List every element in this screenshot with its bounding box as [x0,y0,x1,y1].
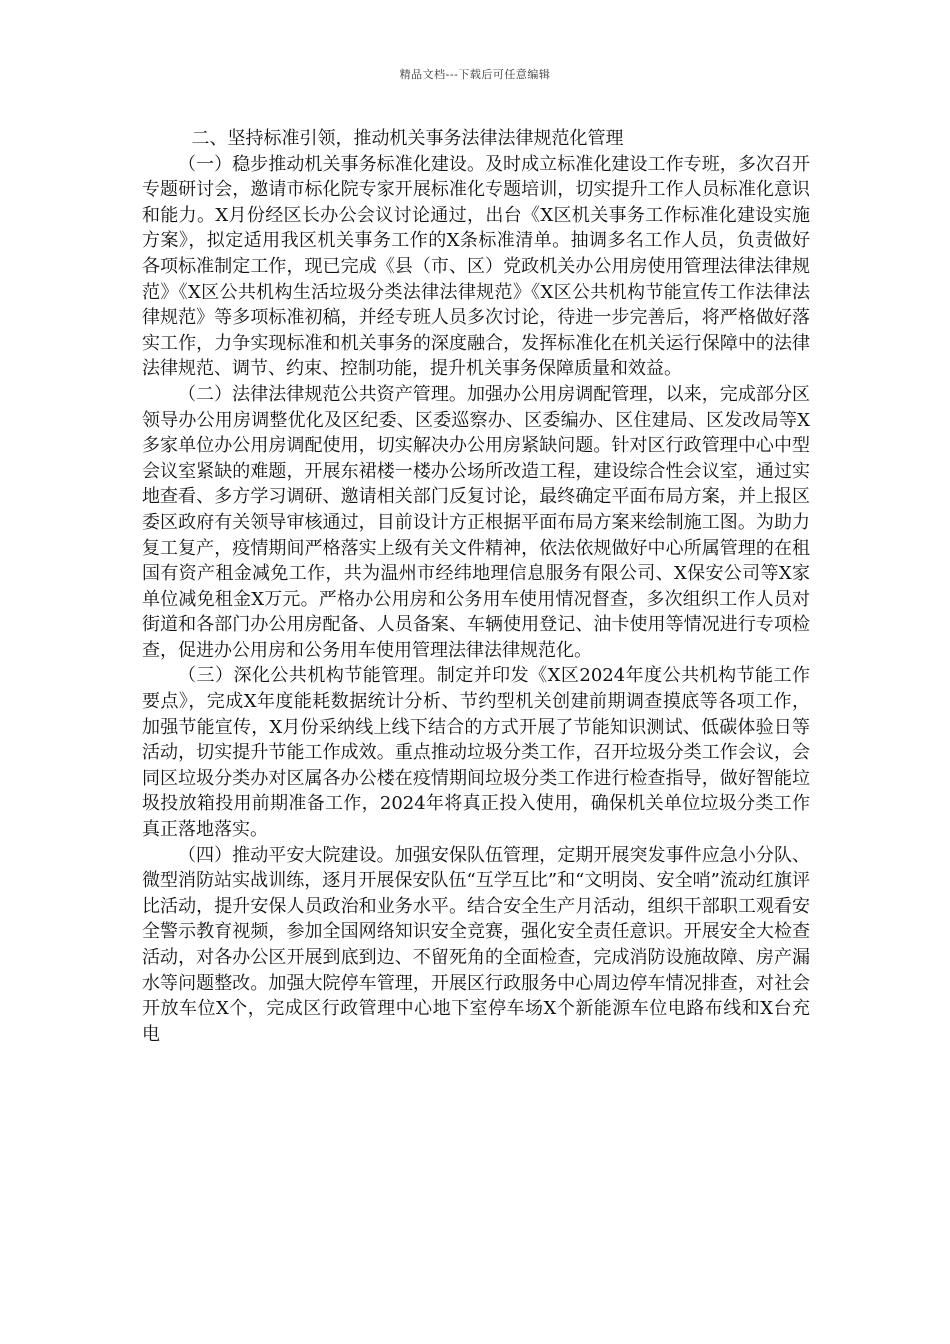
paragraph-energy-saving: （三）深化公共机构节能管理。制定并印发《X区2024年度公共机构节能工作要点》，完成X年度能耗数据统计分析、节约型机关创建前期调查摸底等各项工作，加强节能宣传，X月份采纳线上线下结合的方式开展了节能知识测试、低碳体验日等活动，切实提升节能工作成效。重点推动垃圾分类工作，召开垃圾分类工作会议，会同区垃圾分类办对区属各办公楼在疫情期间垃圾分类工作进行检查指导，做好智能垃圾投放箱投用前期准备工作，2024年将真正投入使用，确保机关单位垃圾分类工作真正落地落实。 [142,665,810,841]
paragraph-public-assets: （二）法律法律规范公共资产管理。加强办公用房调配管理，以来，完成部分区领导办公用房调整优化及区纪委、区委巡察办、区委编办、区住建局、区发改局等X多家单位办公用房调配使用，切实解决办公用房紧缺问题。针对区行政管理中心中型会议室紧缺的难题，开展东裙楼一楼办公场所改造工程，建设综合性会议室，通过实地查看、多方学习调研、邀请相关部门反复讨论，最终确定平面布局方案，并上报区委区政府有关领导审核通过，目前设计方正根据平面布局方案来绘制施工图。为助力复工复产，疫情期间严格落实上级有关文件精神，依法依规做好中心所属管理的在租国有资产租金减免工作，共为温州市经纬地理信息服务有限公司、X保安公司等X家单位减免租金X万元。严格办公用房和公务用车使用情况督查，多次组织工作人员对街道和各部门办公用房配备、人员备案、车辆使用登记、油卡使用等情况进行专项检查，促进办公用房和公务用车使用管理法律法律规范化。 [142,383,810,661]
paragraph-safety: （四）推动平安大院建设。加强安保队伍管理，定期开展突发事件应急小分队、微型消防站实战训练，逐月开展保安队伍“互学互比”和“文明岗、安全哨”流动红旗评比活动，提升安保人员政治和业务水平。结合安全生产月活动，组织干部职工观看安全警示教育视频，参加全国网络知识安全竞赛，强化安全责任意识。开展安全大检查活动，对各办公区开展到底到边、不留死角的全面检查，完成消防设施故障、房产漏水等问题整改。加强大院停车管理，开展区行政服务中心周边停车情况排查，对社会开放车位X个，完成区行政管理中心地下室停车场X个新能源车位电路布线和X台充电 [142,844,810,1045]
paragraph-standardization: （一）稳步推动机关事务标准化建设。及时成立标准化建设工作专班，多次召开专题研讨会，邀请市标化院专家开展标准化专题培训，切实提升工作人员标准化意识和能力。X月份经区长办公会议讨论通过，出台《X区机关事务工作标准化建设实施方案》，拟定适用我区机关事务工作的X条标准清单。抽调多名工作人员，负责做好各项标准制定工作，现已完成《县（市、区）党政机关办公用房使用管理法律法律规范》《X区公共机构生活垃圾分类法律法律规范》《X区公共机构节能宣传工作法律法律规范》等多项标准初稿，并经专班人员多次讨论，待进一步完善后，将严格做好落实工作，力争实现标准和机关事务的深度融合，发挥标准化在机关运行保障中的法律法律规范、调节、约束、控制功能，提升机关事务保障质量和效益。 [142,153,810,380]
section-heading: 二、坚持标准引领，推动机关事务法律法律规范化管理 [191,128,624,149]
page-header: 精品文档---下载后可任意编辑 [399,68,551,81]
document-body [142,126,810,1047]
